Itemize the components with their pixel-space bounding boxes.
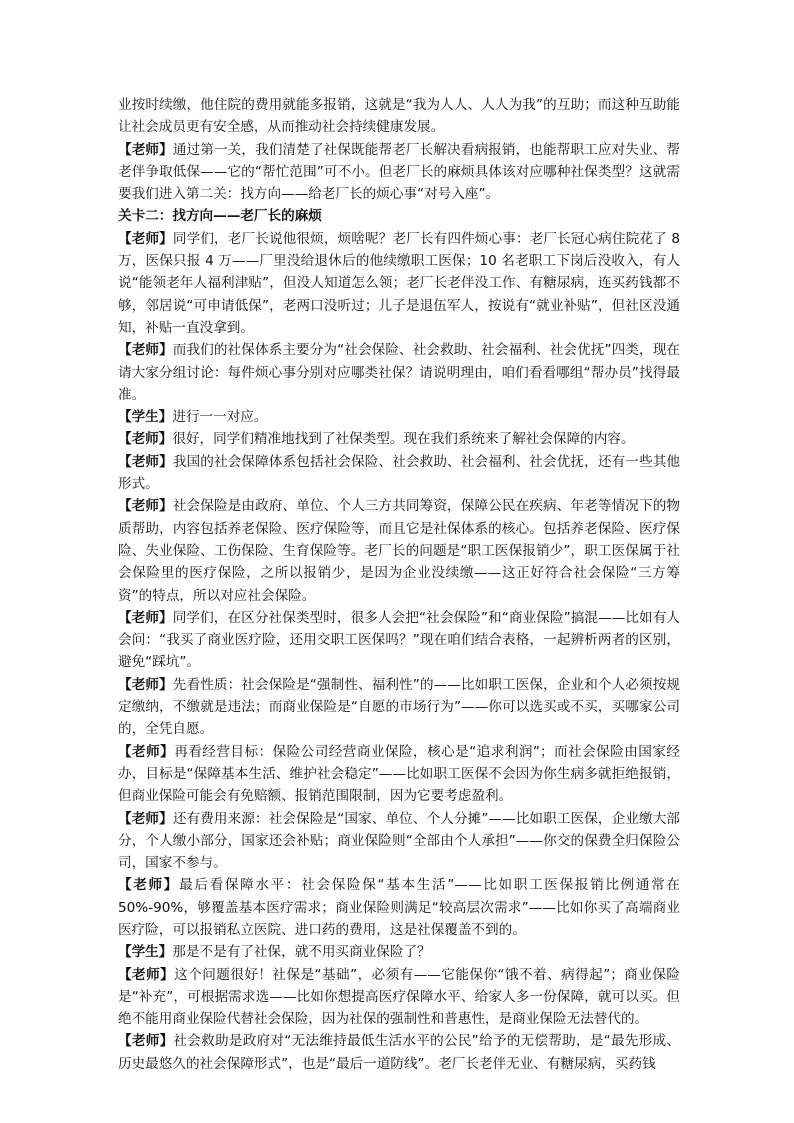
dialogue-text: 而我们的社保体系主要分为“社会保险、社会救助、社会福利、社会优抚”四类，现在请大家分组讨论：每件烦心事分别对应哪类社保？请说明理由，咱们看看哪组“帮办员”找得最准。: [118, 342, 680, 403]
speaker-label: 【老师】: [118, 342, 173, 359]
dialogue-text: 这个问题很好！社保是“基础”，必须有——它能保你“饿不着、病得起”；商业保险是“补充”，可根据需求选——比如你想提高医疗保障水平、给家人多一份保障，就可以买。但绝不能用商业保险代替社会保险，因为社保的强制性和普惠性，是商业保险无法替代的。: [118, 966, 681, 1028]
dialogue-line: [118, 428, 680, 450]
paragraph-text: 通过第一关，我们清楚了社保既能帮老厂长解决看病报销，也能帮职工应对失业、帮老伴争取低保——它的“帮忙范围”可不小。但老厂长的麻烦具体该对应哪种社保类型？这就需要我们进入第二关：找方向——给老厂长的烦心事“对号入座”。: [118, 141, 681, 203]
dialogue-line: [118, 1030, 680, 1075]
dialogue-text: 社会救助是政府对“无法维持最低生活水平的公民”给予的无偿帮助，是“最先形成、历史最悠久的社会保障形式”，也是“最后一道防线”。老厂长老伴无业、有糖尿病，买药钱: [118, 1033, 681, 1072]
dialogue-line: [118, 674, 680, 741]
speaker-label: 【老师】: [118, 1033, 174, 1050]
dialogue-text: 还有费用来源：社会保险是“国家、单位、个人分摊”——比如职工医保，企业缴大部分，个人缴小部分，国家还会补贴；商业保险则“全部由个人承担”——你交的保费全归保险公司，国家不参与。: [118, 810, 680, 872]
speaker-label: 【老师】: [118, 141, 173, 158]
speaker-label: 【老师】: [118, 966, 175, 983]
document-page: [118, 94, 680, 1075]
speaker-label: 【老师】: [118, 676, 173, 693]
dialogue-line: [118, 451, 680, 496]
dialogue-text: 先看性质：社会保险是“强制性、福利性”的——比如职工医保，企业和个人必须按规定缴纳，不缴就是违法；而商业保险是“自愿的市场行为”——你可以选买或不买，买哪家公司的，全凭自愿。: [118, 676, 680, 738]
speaker-label: 【老师】: [118, 743, 175, 760]
dialogue-text: 进行一一对应。: [172, 409, 268, 426]
dialogue-line: [118, 607, 680, 674]
paragraph-intro: [118, 94, 680, 139]
speaker-label: 【老师】: [118, 453, 173, 470]
section-heading-label: 关卡二：: [118, 208, 173, 225]
dialogue-text: 再看经营目标：保险公司经营商业保险，核心是“追求利润”；而社会保险由国家经办，目标是“保障基本生活、维护社会稳定”——比如职工医保不会因为你生病多就拒绝报销，但商业保险可能会有免赔额、报销范围限制，因为它要考虑盈利。: [118, 743, 680, 805]
speaker-label: 【老师】: [118, 810, 173, 827]
speaker-label: 【老师】: [118, 498, 173, 515]
dialogue-line: [118, 495, 680, 606]
dialogue-text: 我国的社会保障体系包括社会保险、社会救助、社会福利、社会优抚，还有一些其他形式。: [118, 453, 681, 493]
dialogue-line: [118, 406, 680, 428]
speaker-label: 【学生】: [118, 409, 173, 426]
dialogue-line: [118, 874, 680, 941]
speaker-label: 【老师】: [118, 877, 180, 894]
dialogue-text: 同学们，老厂长说他很烦，烦啥呢？老厂长有四件烦心事：老厂长冠心病住院花了 8 万，医保只报 4 万——厂里没给退休后的他续缴职工医保；10 名老职工下岗后没收入，有人说“能领老年人福利津贴”，但没人知道怎么领；老厂长老伴没工作、有糖尿病，连买药钱都不够，邻居说“可申请低保”，老两口没听过；儿子是退伍军人，按说有“就业补贴”，但社区没通知，补贴一直没拿到。: [118, 230, 680, 336]
dialogue-text: 那是不是有了社保，就不用买商业保险了？: [172, 944, 431, 961]
dialogue-line: [118, 741, 680, 808]
dialogue-line: [118, 228, 680, 339]
dialogue-text: 社会保险是由政府、单位、个人三方共同筹资，保障公民在疾病、年老等情况下的物质帮助，内容包括养老保险、医疗保险等，而且它是社保体系的核心。包括养老保险、医疗保险、失业保险、工伤保险、生育保险等。老厂长的问题是“职工医保报销少”，职工医保属于社会保险里的医疗保险，之所以报销少，是因为企业没续缴——这正好符合社会保险“三方筹资”的特点，所以对应社会保险。: [118, 498, 681, 604]
paragraph-teacher-transition: [118, 139, 680, 206]
speaker-label: 【老师】: [118, 431, 173, 448]
section-heading: [118, 205, 680, 227]
paragraph-text: 业按时续缴，他住院的费用就能多报销，这就是“我为人人、人人为我”的互助；而这种互助能让社会成员更有安全感，从而推动社会持续健康发展。: [118, 97, 680, 136]
speaker-label: 【老师】: [118, 230, 173, 247]
dialogue-line: [118, 808, 680, 875]
speaker-label: 【老师】: [118, 609, 173, 626]
dialogue-line: [118, 339, 680, 406]
dialogue-text: 很好，同学们精准地找到了社保类型。现在我们系统来了解社会保障的内容。: [172, 431, 635, 448]
dialogue-text: 最后看保障水平：社会保险保“基本生活”——比如职工医保报销比例通常在 50%-90%，够覆盖基本医疗需求；商业保险则满足“较高层次需求”——比如你买了高端商业医疗险，可以报销私立医院、进口药的费用，这是社保覆盖不到的。: [118, 877, 681, 938]
dialogue-line: [118, 941, 680, 963]
dialogue-line: [118, 964, 680, 1031]
section-heading-title: 找方向——老厂长的麻烦: [172, 208, 322, 225]
speaker-label: 【学生】: [118, 944, 173, 961]
dialogue-text: 同学们，在区分社保类型时，很多人会把“社会保险”和“商业保险”搞混——比如有人会问：“我买了商业医疗险，还用交职工医保吗？”现在咱们结合表格，一起辨析两者的区别，避免“踩坑”。: [118, 609, 680, 671]
